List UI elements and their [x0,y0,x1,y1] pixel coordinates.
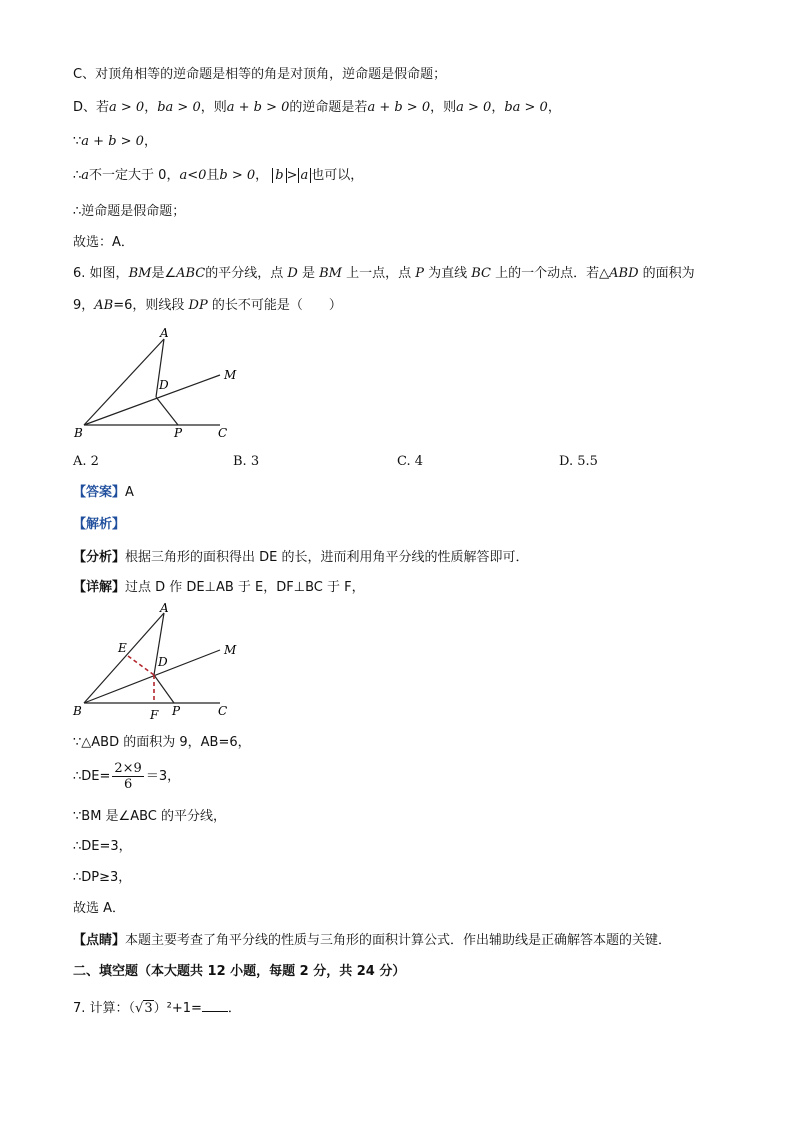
fenxi-line: 【分析】根据三角形的面积得出 DE 的长，进而利用角平分线的性质解答即可． [73,550,529,565]
q7-line: 7. 计算：（√3）²+1= ． [73,1001,241,1016]
q6-solution-figure [70,600,250,725]
option-d: D. 5.5 [559,454,598,469]
label-m: M [224,368,237,382]
conclusion-line: ∴逆命题是假命题； [73,204,186,219]
answer-line: 【答案】A [73,485,134,500]
option-c-line: C、对顶角相等的逆命题是相等的角是对顶角，逆命题是假命题； [73,67,447,82]
label-p: P [174,426,183,440]
therefore-line: ∴a不一定大于 0，a<0且b > 0， b > a 也可以， [73,168,364,183]
step-2: ∴DE= $\frac{2\times 9}{6}$ ＝3， [73,761,181,792]
q6-figure [70,325,250,445]
option-b: B. 3 [233,454,260,469]
step-4: ∴DE=3， [73,839,132,854]
step-1: ∵△ABD 的面积为 9，AB=6， [73,735,251,750]
segment-ba [84,339,164,425]
label-a: A [160,326,169,340]
label-c: C [218,426,228,440]
segment-de [128,656,154,675]
section-title: 二、填空题（本大题共 12 小题，每题 2 分，共 24 分） [73,964,406,979]
xiangjie-line: 【详解】过点 D 作 DE⊥AB 于 E，DF⊥BC 于 F， [73,580,365,595]
label-f: F [150,708,159,722]
choose-line: 故选：A． [73,235,134,250]
q6-options [73,453,723,471]
label-d: D [158,655,168,669]
label-p: P [172,704,181,718]
segment-ba [84,613,164,703]
label-a: A [160,601,169,615]
step-3: ∵BM 是∠ABC 的平分线， [73,809,226,824]
answer-blank[interactable] [202,999,228,1012]
sqrt-symbol: √3 [135,1001,153,1016]
label-b: B [74,426,83,440]
label-d: D [159,378,169,392]
q6-stem-line1: 6. 如图，BM是∠ABC的平分线，点 D 是 BM 上一点，点 P 为直线 BC 上的一个动点．若△ABD 的面积为 [73,266,695,281]
option-a: A. 2 [73,454,99,469]
segment-dp [156,397,178,425]
label-b: B [73,704,82,718]
because-line: ∵a + b > 0， [73,134,157,149]
dianjing-line: 【点睛】本题主要考查了角平分线的性质与三角形的面积计算公式．作出辅助线是正确解答本题的关键． [73,933,672,948]
option-c: C. 4 [397,454,424,469]
analysis-heading: 【解析】 [73,517,126,532]
option-d-line: D、若a > 0，ba > 0，则a + b > 0的逆命题是若a + b > 0，则a > 0，ba > 0， [73,100,561,115]
label-e: E [118,641,127,655]
step-6: 故选 A． [73,901,126,916]
label-c: C [218,704,228,718]
label-m: M [224,643,237,657]
ray-bm [84,375,220,425]
segment-dp [154,675,174,703]
step-5: ∴DP≥3， [73,870,132,885]
fraction: $\frac{2\times 9}{6}$ [114,761,142,792]
q6-stem-line2: 9，AB=6，则线段 DP 的长不可能是（ ） [73,298,342,313]
ray-bm [84,650,220,703]
